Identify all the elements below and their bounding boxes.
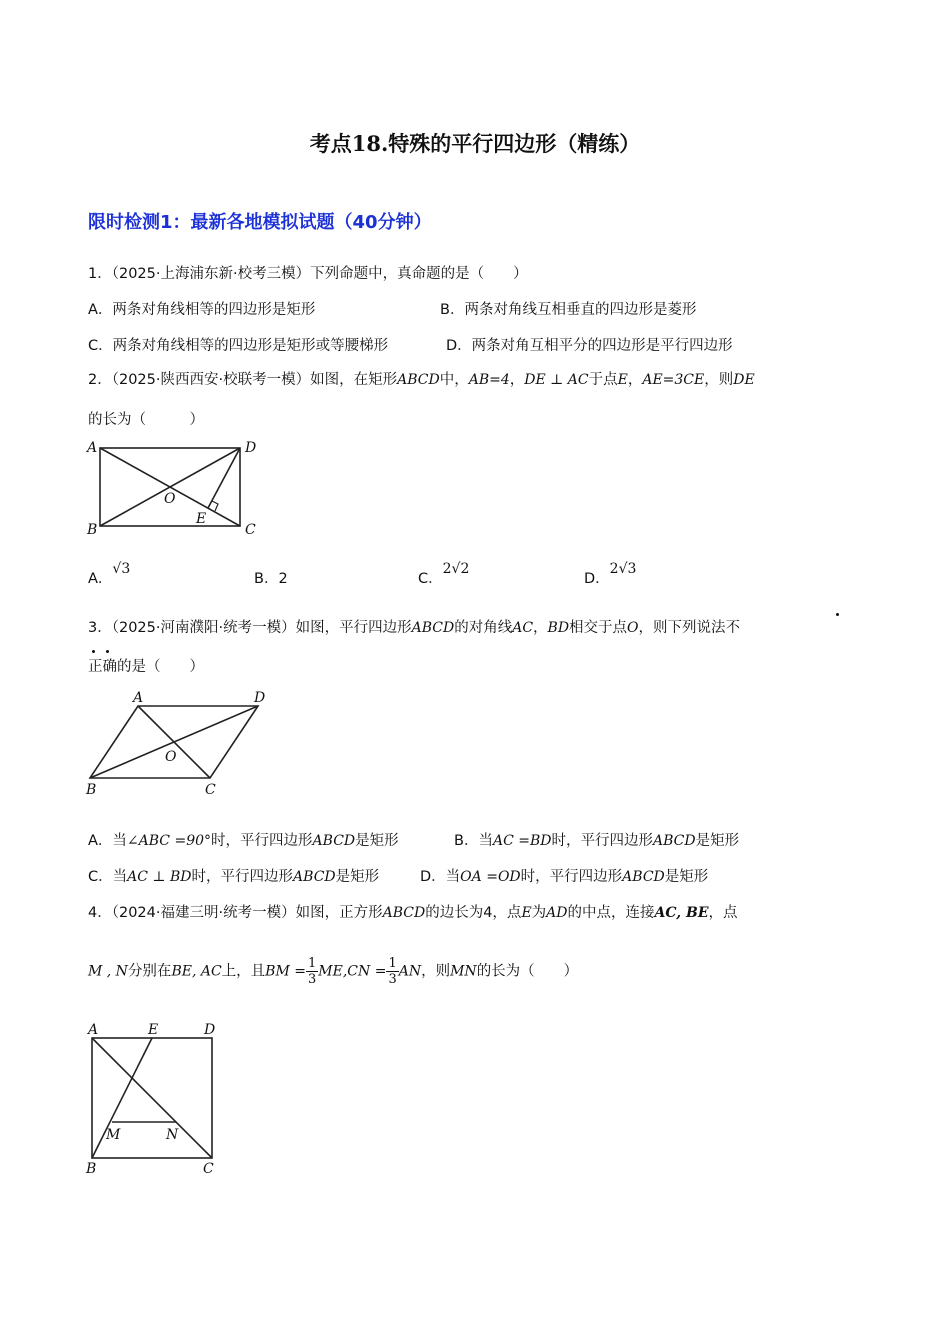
q4-label-m: M <box>106 1127 121 1143</box>
q3-math-o: O <box>627 620 639 636</box>
q3-option-a-text: A．当 <box>88 833 127 849</box>
q2-label-o: O <box>164 491 176 507</box>
q4-math-mn: M , N <box>88 963 128 980</box>
q4-math-cn: CN = <box>347 963 387 980</box>
q4-label-e: E <box>148 1022 159 1038</box>
q4-math-e: E <box>521 905 532 921</box>
q3-option-a <box>88 829 399 850</box>
q2-math-abcd: ABCD <box>397 372 440 388</box>
q2-stem-line1 <box>88 368 755 389</box>
q3-math-ac: AC <box>512 620 534 636</box>
q3-option-b-math: AC =BD <box>492 833 552 849</box>
q4-text-4: ，点 <box>708 905 738 921</box>
q2-label-c: C <box>245 522 256 538</box>
q3-option-d <box>420 865 708 886</box>
q3-stem-line1 <box>88 616 740 637</box>
q3-option-d-text2: 时，平行四边形 <box>520 869 623 885</box>
q1-option-b: B．两条对角线互相垂直的四边形是菱形 <box>440 302 697 318</box>
q2-math-de: DE <box>733 372 755 388</box>
q4-text-1: 的边长为4，点 <box>425 905 522 921</box>
q1-stem: 1．（2025·上海浦东新·校考三模）下列命题中，真命题的是（ ） <box>88 266 528 282</box>
q3-label-d: D <box>254 690 266 706</box>
q4-stem-line1 <box>88 901 738 922</box>
q3-diagonal-bd <box>90 706 258 778</box>
q3-option-a-math: ∠ABC =90° <box>126 833 212 849</box>
q4-text-5: 分别在 <box>127 963 172 980</box>
q4-frac2-num: 1 <box>388 956 397 971</box>
q2-option-c-value: 2√2 <box>442 561 470 577</box>
q3-option-b-text2: 时，平行四边形 <box>551 833 653 849</box>
q2-option-a-value: √3 <box>112 561 131 577</box>
q4-segment-be <box>92 1038 152 1158</box>
q4-math-acbe: AC, BE <box>654 905 709 921</box>
q2-math-e: E <box>617 372 628 388</box>
q2-math-ab: AB=4 <box>468 372 510 388</box>
q4-text-7: ，则 <box>421 963 451 980</box>
q2-text-5: ，则 <box>704 372 734 388</box>
q2-text-1: 中， <box>439 372 469 388</box>
q2-text-3: 于点 <box>588 372 618 388</box>
q3-option-d-text: D．当 <box>420 869 461 885</box>
q3-figure <box>84 686 284 800</box>
q1-option-a: A．两条对角线相等的四边形是矩形 <box>88 302 316 318</box>
q3-option-b-text: B．当 <box>454 833 493 849</box>
emphasis-dot <box>106 650 109 653</box>
q4-math-ad: AD <box>546 905 568 921</box>
q4-math-mn2: MN <box>450 963 477 980</box>
q2-label-b: B <box>87 522 98 538</box>
q3-text-1: 的对角线 <box>454 620 513 636</box>
q4-text-6: 上，且 <box>221 963 266 980</box>
q2-option-d-value: 2√3 <box>609 561 637 577</box>
q3-option-d-abcd: ABCD <box>622 869 665 885</box>
q3-math-bd: BD <box>547 620 570 636</box>
q2-option-b: B．2 <box>254 571 288 587</box>
q1-option-c: C．两条对角线相等的四边形是矩形或等腰梯形 <box>88 338 389 354</box>
q4-label-c: C <box>203 1161 214 1177</box>
q3-option-c <box>88 865 379 886</box>
q2-label-a: A <box>87 440 98 456</box>
q3-text-2: ， <box>533 620 548 636</box>
q3-option-a-text3: 是矩形 <box>355 833 399 849</box>
page-title: 考点18.特殊的平行四边形（精练） <box>309 131 641 156</box>
q3-option-c-text: C．当 <box>88 869 128 885</box>
q3-label-a: A <box>133 690 144 706</box>
q1-option-d: D．两条对角互相平分的四边形是平行四边形 <box>446 338 733 354</box>
q2-math-ae: AE=3CE <box>642 372 705 388</box>
q2-label-e: E <box>196 511 207 527</box>
q3-option-c-text2: 时，平行四边形 <box>191 869 294 885</box>
q2-stem-line2: 的长为（ ） <box>88 412 204 428</box>
q4-text-8: 的长为（ ） <box>476 963 579 980</box>
q4-math-beac: BE, AC <box>171 963 222 980</box>
q3-option-b-text3: 是矩形 <box>695 833 740 849</box>
q4-frac2-den: 3 <box>388 972 397 987</box>
q4-math-bm: BM = <box>265 963 306 980</box>
q3-label-b: B <box>86 782 97 798</box>
q3-option-c-text3: 是矩形 <box>335 869 380 885</box>
q3-option-b <box>454 829 739 850</box>
q4-text-2: 为 <box>531 905 547 921</box>
q4-math-an: AN <box>398 963 422 980</box>
q3-option-a-text2: 时，平行四边形 <box>211 833 313 849</box>
q4-text-3: 的中点，连接 <box>567 905 655 921</box>
q3-option-b-abcd: ABCD <box>652 833 696 849</box>
q3-label-c: C <box>205 782 216 798</box>
q4-fraction-one-third <box>306 956 318 987</box>
q2-text-4: ， <box>627 372 643 388</box>
q3-option-d-text3: 是矩形 <box>664 869 709 885</box>
q3-text-3: 相交于点 <box>569 620 628 636</box>
emphasis-dot <box>92 650 95 653</box>
q4-stem-line2 <box>88 956 578 987</box>
q2-option-c <box>418 561 470 588</box>
q2-option-d <box>584 561 637 588</box>
q4-label-b: B <box>86 1161 97 1177</box>
q3-option-d-math: OA =OD <box>460 869 521 885</box>
q2-right-angle-mark <box>212 501 218 511</box>
q2-option-a-label: A． <box>88 571 113 587</box>
q3-text-4: ，则下列说法不 <box>638 620 741 636</box>
q2-text-2: ， <box>509 372 525 388</box>
section-heading: 限时检测1：最新各地模拟试题（40分钟） <box>88 212 432 233</box>
q4-stem-text: 4．（2024·福建三明·统考一模）如图，正方形 <box>88 905 383 921</box>
q2-option-d-label: D． <box>584 571 610 587</box>
q3-option-c-math: AC ⊥ BD <box>127 869 192 885</box>
q2-option-c-label: C． <box>418 571 443 587</box>
q4-figure <box>84 1018 244 1178</box>
q4-fraction-one-third-2 <box>386 956 398 987</box>
q4-label-d: D <box>204 1022 216 1038</box>
q3-stem-line2: 正确的是（ ） <box>88 659 204 675</box>
q2-math-deac: DE ⊥ AC <box>524 372 589 388</box>
q4-frac1-num: 1 <box>307 956 317 971</box>
q4-frac1-den: 3 <box>307 972 317 987</box>
q4-math-abcd: ABCD <box>382 905 426 921</box>
q2-option-a <box>88 561 131 588</box>
emphasis-dot <box>836 613 839 616</box>
q3-stem-text: 3．（2025·河南濮阳·统考一模）如图，平行四边形 <box>88 620 412 636</box>
q4-math-me: ME, <box>318 963 348 980</box>
q3-option-a-abcd: ABCD <box>312 833 356 849</box>
q3-math-abcd: ABCD <box>411 620 455 636</box>
q2-label-d: D <box>245 440 257 456</box>
q4-label-a: A <box>88 1022 99 1038</box>
q4-label-n: N <box>166 1127 179 1143</box>
q3-option-c-abcd: ABCD <box>293 869 336 885</box>
q2-figure <box>84 436 264 540</box>
q3-label-o: O <box>165 749 177 765</box>
q2-stem-text: 2．（2025·陕西西安·校联考一模）如图，在矩形 <box>88 372 398 388</box>
